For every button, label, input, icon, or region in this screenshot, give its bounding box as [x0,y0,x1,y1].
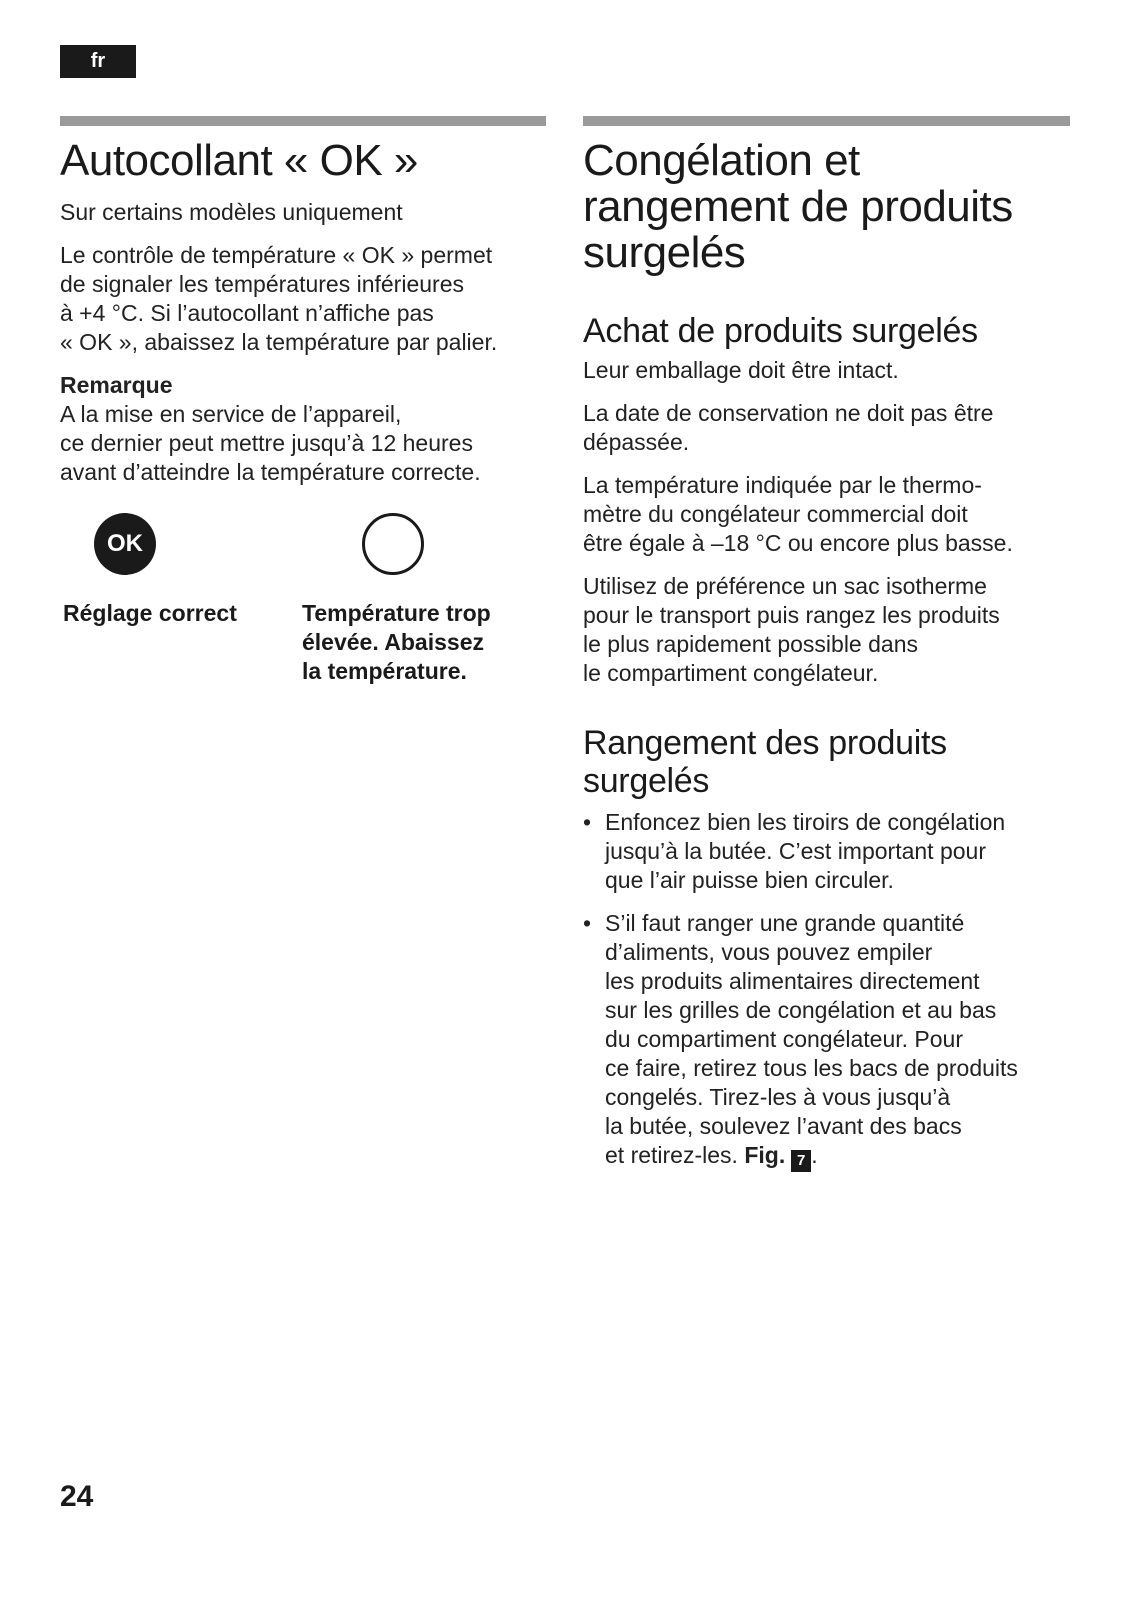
paragraph-transport: Utilisez de préférence un sac isotherme pour le transport puis rangez les produits le plus rapidement possible dans le compartiment congélateur. [583,573,1000,686]
left-column [60,130,560,687]
list-item-text: S’il faut ranger une grande quantité d’aliments, vous pouvez empiler les produits alimentaires directement sur les grilles de congélation et au bas du compartiment congélateur. Pour ce faire, retirez tous les bacs de produits congelés. Tirez-les à vous jusqu’à la butée, soulevez l’avant des bacs et retirez-les. [605,910,1018,1168]
right-column-rule [583,116,1070,126]
figure-reference-label: Fig. [744,1142,786,1168]
blank-sticker-icon [362,513,424,575]
sticker-illustrations [60,487,560,687]
figure-number-badge: 7 [791,1150,811,1172]
intro-text: Sur certains modèles uniquement [60,199,403,225]
section-title-ok-sticker: Autocollant « OK » [60,136,418,185]
paragraph-packaging: Leur emballage doit être intact. [583,357,899,383]
note-title: Remarque [60,372,173,398]
body-text: Le contrôle de température « OK » permet de signaler les températures inférieures à +4 °C. Si l’autocollant n’affiche pas « OK », abaissez la température par palier. [60,242,498,355]
list-item [583,909,1083,1172]
caption-correct-setting: Réglage correct [63,600,237,626]
section-title-freezing: Congélation et rangement de produits surgelés [583,136,1013,277]
right-column [583,130,1083,1172]
paragraph-expiry: La date de conservation ne doit pas être dépassée. [583,400,994,455]
language-tab: fr [60,45,136,78]
left-column-rule [60,116,546,126]
heading-storing-frozen: Rangement des produits surgelés [583,724,947,800]
page-number: 24 [60,1480,94,1513]
list-item: • Enfoncez bien les tiroirs de congélation jusqu’à la butée. C’est important pour que l’air puisse bien circuler. [583,808,1083,895]
paragraph-temperature: La température indiquée par le thermo- mètre du congélateur commercial doit être égale à –18 °C ou encore plus basse. [583,472,1013,556]
caption-temperature-too-high: Température trop élevée. Abaissez la température. [302,600,491,684]
storing-list [583,808,1083,1172]
note-body: A la mise en service de l’appareil, ce dernier peut mettre jusqu’à 12 heures avant d’atteindre la température correcte. [60,401,481,485]
ok-sticker-icon: OK [94,513,156,575]
figure-reference-end: . [811,1142,818,1168]
heading-buying-frozen: Achat de produits surgelés [583,312,978,350]
